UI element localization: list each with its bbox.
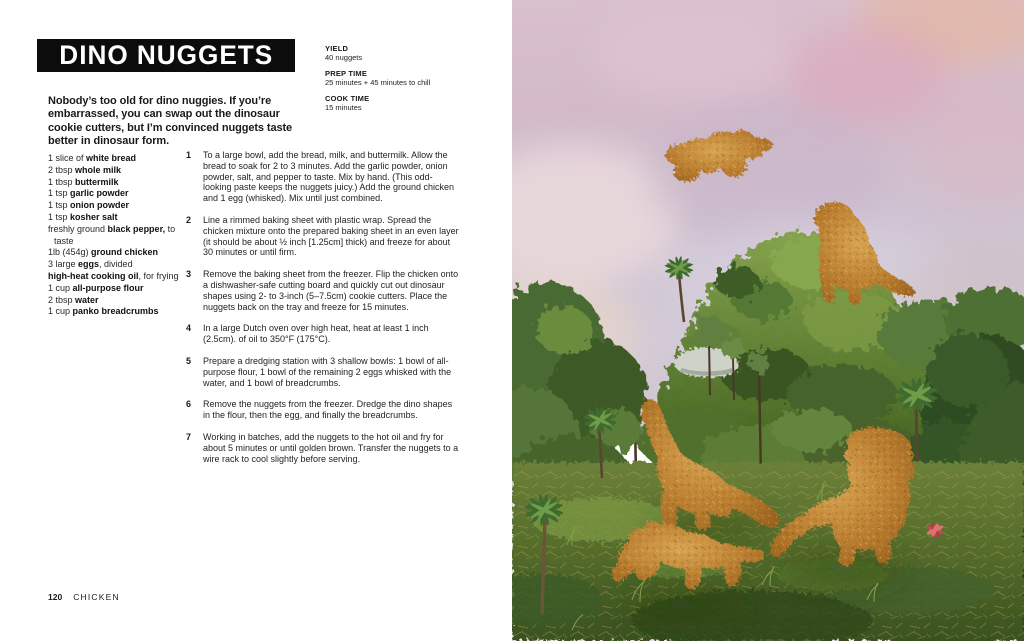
step-text: In a large Dutch oven over high heat, heat at least 1 inch (2.5cm). of oil to 350°F (175°C). (203, 323, 429, 345)
meta-group (325, 94, 485, 112)
ingredient-item: 1 tsp kosher salt (48, 211, 118, 222)
step-row (186, 215, 460, 258)
chapter-label: CHICKEN (73, 592, 120, 602)
ingredient-item: 3 large eggs, divided (48, 259, 133, 270)
recipe-meta (325, 44, 485, 119)
ingredient-item: 2 tbsp water (48, 294, 99, 305)
mossy-ground (512, 462, 1024, 641)
meta-group (325, 69, 485, 87)
step-number: 5 (186, 355, 192, 366)
step-number: 6 (186, 399, 192, 410)
meta-label: YIELD (325, 44, 349, 53)
recipe-title-banner (37, 39, 295, 72)
diorama-photo (512, 0, 1024, 641)
ingredient-list (48, 153, 186, 318)
step-number: 3 (186, 269, 192, 280)
step-text: Remove the baking sheet from the freezer. Flip the chicken onto a dishwasher-safe cutting board and quickly cut out dinosaur shapes using 2- to 3-inch (5–7.5cm) cookie cutters. Place the nuggets back on the tray and freeze for 15 minutes. (203, 269, 459, 312)
step-row (186, 399, 460, 421)
meta-label: COOK TIME (325, 94, 370, 103)
meta-label: PREP TIME (325, 69, 368, 78)
ingredient-item: 1 cup panko breadcrumbs (48, 306, 159, 317)
ingredient-item: 1 cup all-purpose flour (48, 282, 144, 293)
step-text: Prepare a dredging station with 3 shallow bowls: 1 bowl of all-purpose flour, 1 bowl of the remaining 2 eggs whisked with the water, and 1 bowl of breadcrumbs. (203, 355, 452, 388)
page-number: 120 (48, 592, 63, 602)
step-row (186, 432, 460, 464)
meta-value: 40 nuggets (325, 53, 363, 62)
step-number: 1 (186, 150, 192, 160)
step-row (186, 269, 460, 312)
ingredient-item: 1 tbsp buttermilk (48, 176, 119, 187)
meta-value: 15 minutes (325, 103, 362, 112)
ingredient-item: 1lb (454g) ground chicken (48, 247, 159, 258)
step-number: 2 (186, 214, 192, 225)
ingredient-item: high-heat cooking oil, for frying (48, 270, 179, 281)
ingredient-item: 1 tsp garlic powder (48, 188, 129, 199)
meta-value: 25 minutes + 45 minutes to chill (325, 78, 431, 87)
page-footer (48, 592, 120, 602)
step-text: Working in batches, add the nuggets to the hot oil and fry for about 5 minutes or until golden brown. Transfer the nuggets to a wire rack to cool slightly before serving. (203, 431, 459, 464)
step-number: 4 (186, 323, 192, 334)
step-row (186, 323, 460, 345)
step-row (186, 356, 460, 388)
recipe-intro: Nobody’s too old for dino nuggies. If you’re embarrassed, you can swap out the dinosaur cookie cutters, but I’m convinced nuggets taste better in dinosaur form. (48, 95, 293, 148)
recipe-title: DINO NUGGETS (59, 40, 273, 70)
step-text: Line a rimmed baking sheet with plastic wrap. Spread the chicken mixture onto the prepared baking sheet in an even layer (it should be about ½ inch [1.25cm] thick) and freeze for about 30 minutes or until firm. (203, 214, 459, 258)
step-number: 7 (186, 431, 192, 442)
step-text: Remove the nuggets from the freezer. Dredge the dino shapes in the flour, then the egg, and finally the breadcrumbs. (203, 399, 453, 421)
ingredient-item: freshly ground black pepper, to taste (48, 223, 176, 246)
step-text: To a large bowl, add the bread, milk, and buttermilk. Allow the bread to soak for 2 to 3 minutes. Add the garlic powder, onion powder, salt, and pepper to taste. Mix by hand. (This odd-looking paste keeps the nuggets juicy.) Add the ground chicken and 1 egg (whisked). Mix until just combined. (203, 150, 454, 204)
ingredient-item: 1 slice of white bread (48, 153, 137, 163)
step-list (186, 150, 460, 475)
step-row (186, 150, 460, 204)
ingredient-item: 2 tbsp whole milk (48, 164, 122, 175)
meta-group (325, 44, 485, 62)
ingredient-item: 1 tsp onion powder (48, 200, 130, 211)
